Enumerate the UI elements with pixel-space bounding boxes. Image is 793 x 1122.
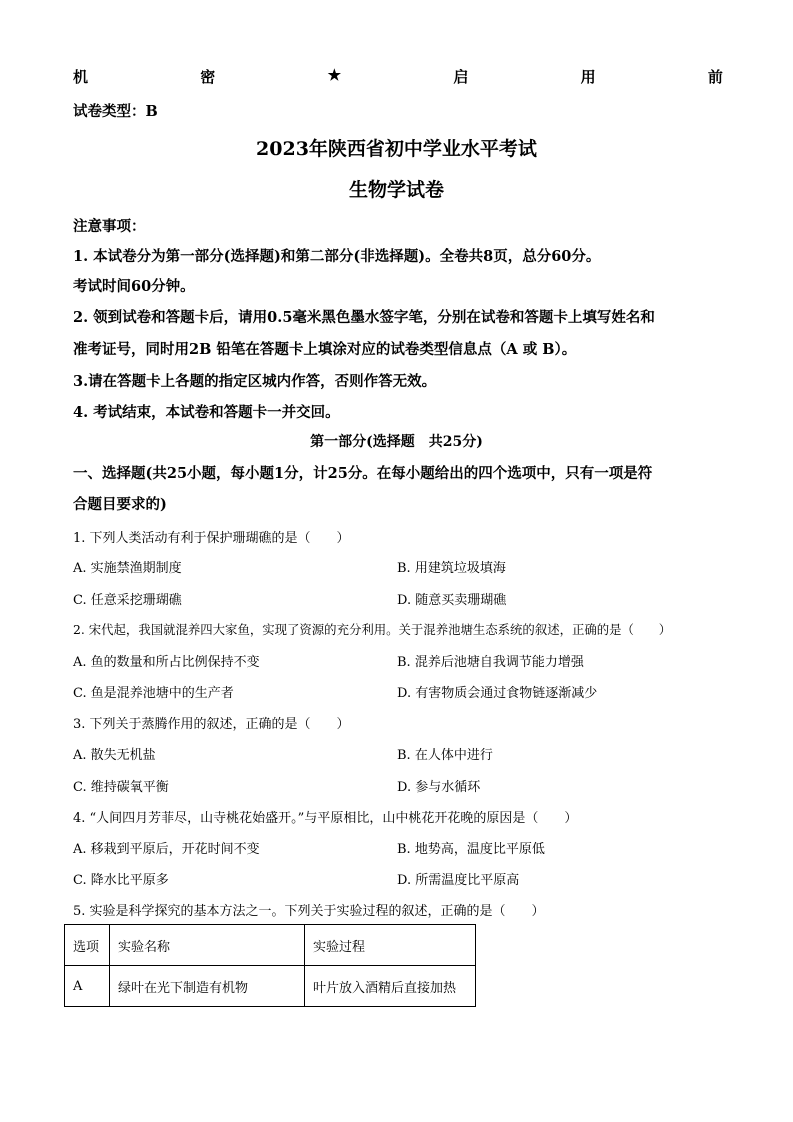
question-2-option-c: C. 鱼是混养池塘中的生产者 — [73, 686, 234, 701]
question-2-option-a: A. 鱼的数量和所占比例保持不变 — [73, 655, 260, 670]
part1-instruction-cont: 合题目要求的) — [73, 496, 167, 513]
table-cell: 绿叶在光下制造有机物 — [110, 966, 305, 1007]
table-header-cell: 选项 — [65, 925, 110, 966]
question-3-option-b: B. 在人体中进行 — [397, 748, 493, 763]
table-header-row — [65, 925, 476, 966]
question-2-stem: 2. 宋代起，我国就混养四大家鱼，实现了资源的充分利用。关于混养池塘生态系统的叙述，正确的是（ ） — [73, 622, 672, 637]
secret-char: 密 — [200, 68, 216, 86]
question-2-option-d: D. 有害物质会通过食物链逐渐减少 — [397, 686, 598, 701]
question-1-option-d: D. 随意买卖珊瑚礁 — [397, 593, 507, 608]
secret-char: 启 — [453, 68, 469, 86]
table-header-cell: 实验名称 — [110, 925, 305, 966]
paper-type: 试卷类型：B — [73, 103, 158, 120]
notice-line-4: 4. 考试结束，本试卷和答题卡一并交回。 — [73, 404, 340, 421]
notice-line-1: 1. 本试卷分为第一部分(选择题)和第二部分(非选择题)。全卷共8页，总分60分。 — [73, 248, 601, 265]
secret-char: 机 — [73, 68, 89, 86]
question-4-option-b: B. 地势高，温度比平原低 — [397, 842, 545, 857]
question-5-stem: 5. 实验是科学探究的基本方法之一。下列关于实验过程的叙述，正确的是（ ） — [73, 904, 545, 919]
question-4-option-a: A. 移栽到平原后，开花时间不变 — [73, 842, 260, 857]
question-3-option-d: D. 参与水循环 — [397, 780, 481, 795]
question-1-option-a: A. 实施禁渔期制度 — [73, 561, 182, 576]
table-header-cell: 实验过程 — [305, 925, 476, 966]
question-2-option-b: B. 混养后池塘自我调节能力增强 — [397, 655, 584, 670]
exam-subtitle: 生物学试卷 — [348, 179, 444, 201]
secret-char: 前 — [707, 68, 723, 86]
table-row — [65, 966, 476, 1007]
table-cell: 叶片放入酒精后直接加热 — [305, 966, 476, 1007]
notice-line-2b: 准考证号，同时用2B 铅笔在答题卡上填涂对应的试卷类型信息点（A 或 B）。 — [73, 341, 577, 358]
question-1-stem: 1. 下列人类活动有利于保护珊瑚礁的是（ ） — [73, 531, 350, 546]
question-4-option-d: D. 所需温度比平原高 — [397, 873, 520, 888]
secret-char: 用 — [580, 68, 596, 86]
exam-title: 2023年陕西省初中学业水平考试 — [256, 138, 537, 160]
question-1-option-c: C. 任意采挖珊瑚礁 — [73, 593, 182, 608]
notice-heading: 注意事项： — [73, 218, 146, 235]
question-4-stem: 4. “人间四月芳菲尽，山寺桃花始盛开。”与平原相比，山中桃花开花晚的原因是（ ） — [73, 811, 578, 826]
star-icon: ★ — [327, 66, 342, 84]
table-cell: A — [65, 966, 110, 1007]
question-3-stem: 3. 下列关于蒸腾作用的叙述，正确的是（ ） — [73, 717, 350, 732]
part1-instruction: 一、选择题(共25小题，每小题1分，计25分。在每小题给出的四个选项中，只有一项是符 — [73, 465, 653, 482]
notice-line-1b: 考试时间60分钟。 — [73, 278, 195, 295]
part1-heading: 第一部分(选择题 共25分) — [310, 434, 483, 450]
question-4-option-c: C. 降水比平原多 — [73, 873, 169, 888]
question-3-option-a: A. 散失无机盐 — [73, 748, 156, 763]
notice-line-2: 2. 领到试卷和答题卡后，请用0.5毫米黑色墨水签字笔，分别在试卷和答题卡上填写姓名和 — [73, 309, 655, 326]
confidential-row — [73, 66, 723, 88]
experiment-table — [64, 924, 476, 1007]
notice-line-3: 3.请在答题卡上各题的指定区城内作答，否则作答无效。 — [73, 373, 437, 390]
question-1-option-b: B. 用建筑垃圾填海 — [397, 561, 506, 576]
question-3-option-c: C. 维持碳氧平衡 — [73, 780, 169, 795]
